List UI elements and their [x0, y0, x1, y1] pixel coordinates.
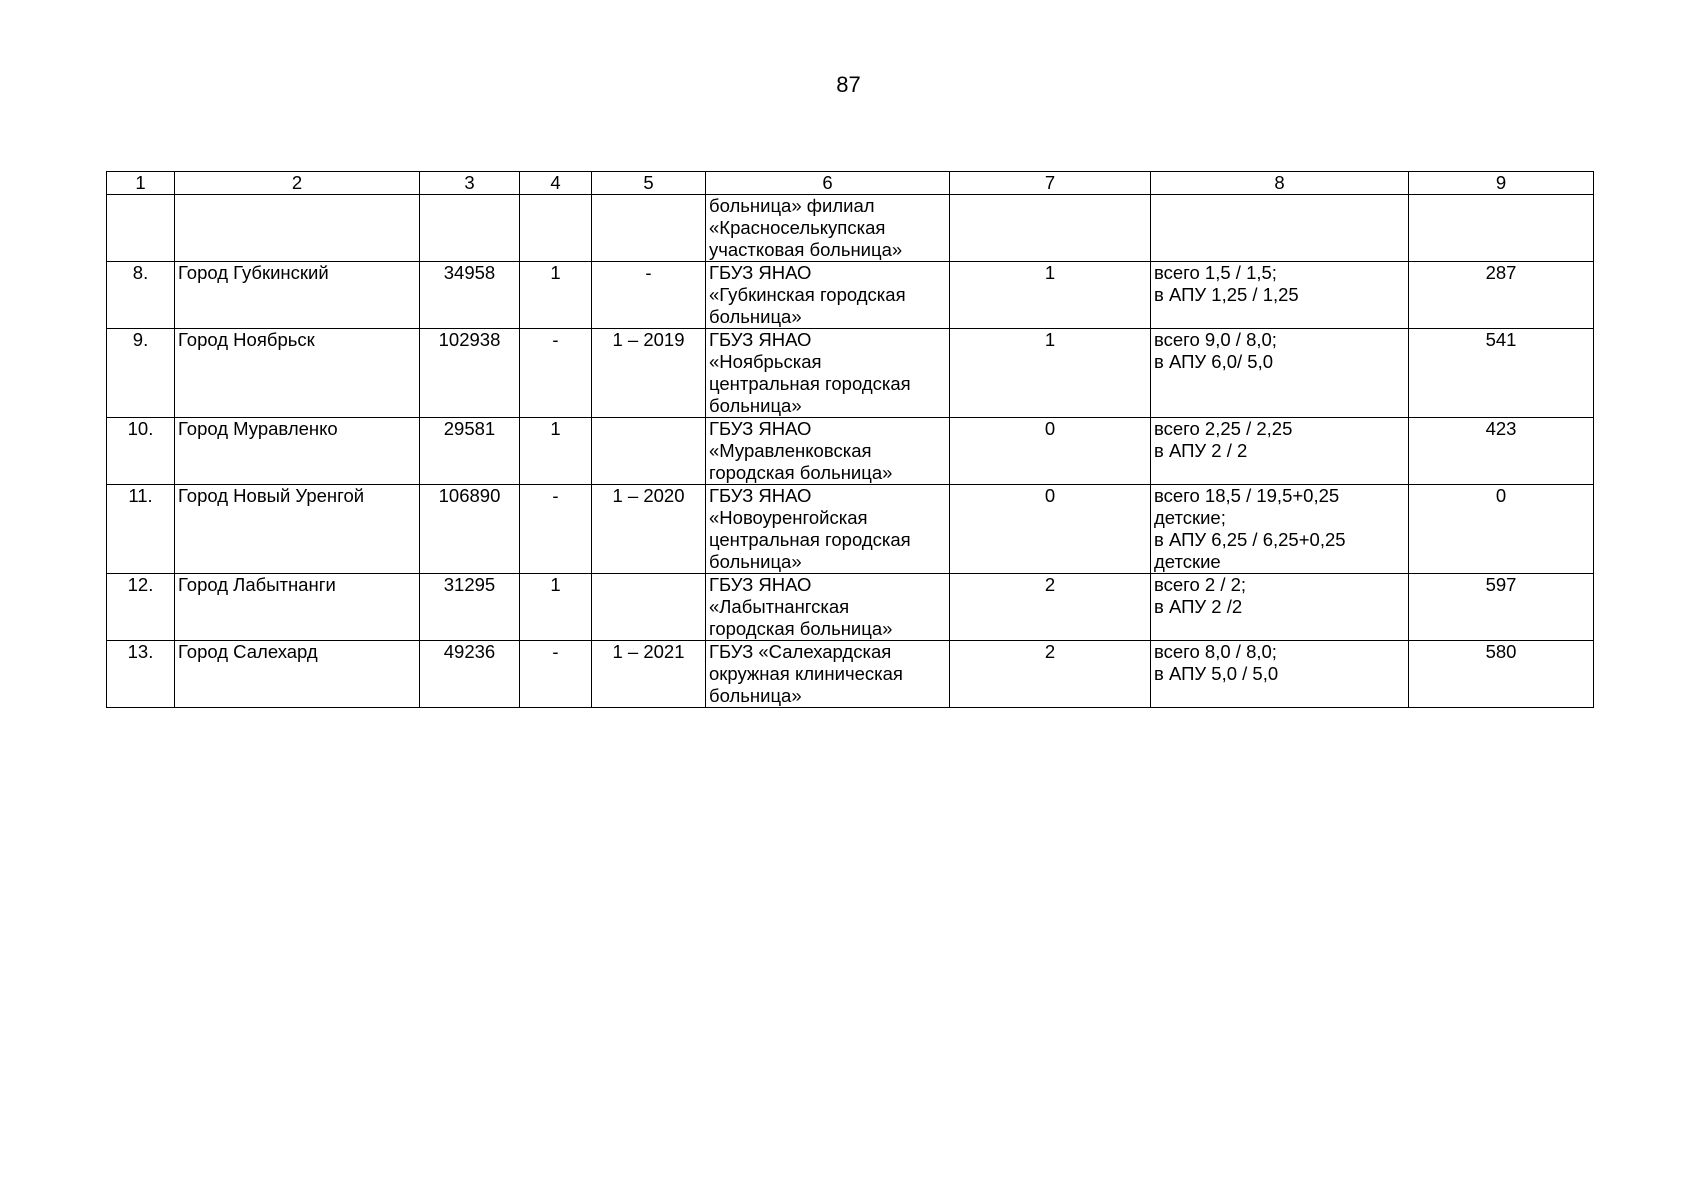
table-row — [107, 262, 1594, 329]
organization-cell — [706, 262, 950, 329]
column-header: 5 — [592, 172, 706, 195]
population-cell: 34958 — [420, 262, 520, 329]
column-7-cell: 2 — [950, 641, 1151, 708]
column-9-cell: 541 — [1409, 329, 1594, 418]
column-7-cell: 0 — [950, 418, 1151, 485]
table-row — [107, 329, 1594, 418]
column-header: 7 — [950, 172, 1151, 195]
organization-line: городская больница» — [709, 618, 893, 639]
population-cell: 29581 — [420, 418, 520, 485]
staff-line: в АПУ 6,25 / 6,25+0,25 — [1154, 529, 1346, 550]
staff-cell — [1151, 195, 1409, 262]
staff-cell — [1151, 262, 1409, 329]
organization-line: «Красноселькупская — [709, 217, 886, 238]
organization-line: «Ноябрьская — [709, 351, 822, 372]
staff-cell — [1151, 485, 1409, 574]
column-4-cell: 1 — [520, 262, 592, 329]
table-row — [107, 485, 1594, 574]
organization-line: больница» — [709, 395, 802, 416]
column-7-cell: 0 — [950, 485, 1151, 574]
column-header: 8 — [1151, 172, 1409, 195]
organization-line: городская больница» — [709, 462, 893, 483]
column-9-cell — [1409, 195, 1594, 262]
organization-cell — [706, 329, 950, 418]
column-9-cell: 597 — [1409, 574, 1594, 641]
column-4-cell: - — [520, 329, 592, 418]
row-number-cell: 8. — [107, 262, 175, 329]
column-5-cell — [592, 574, 706, 641]
column-5-cell — [592, 195, 706, 262]
organization-line: центральная городская — [709, 373, 911, 394]
column-9-cell: 423 — [1409, 418, 1594, 485]
staff-line: в АПУ 1,25 / 1,25 — [1154, 284, 1299, 305]
municipality-cell: Город Салехард — [175, 641, 420, 708]
municipality-cell — [175, 195, 420, 262]
staff-line: всего 8,0 / 8,0; — [1154, 641, 1277, 662]
municipality-cell: Город Губкинский — [175, 262, 420, 329]
organization-line: ГБУЗ ЯНАО — [709, 329, 812, 350]
organization-line: ГБУЗ ЯНАО — [709, 574, 812, 595]
column-7-cell — [950, 195, 1151, 262]
staff-cell — [1151, 574, 1409, 641]
column-4-cell — [520, 195, 592, 262]
population-cell: 31295 — [420, 574, 520, 641]
row-number-cell: 13. — [107, 641, 175, 708]
table-header-row — [107, 172, 1594, 195]
column-7-cell: 1 — [950, 262, 1151, 329]
staff-line: всего 2 / 2; — [1154, 574, 1247, 595]
row-number-cell: 11. — [107, 485, 175, 574]
row-number-cell: 9. — [107, 329, 175, 418]
organization-line: центральная городская — [709, 529, 911, 550]
organization-line: больница» — [709, 306, 802, 327]
table-body — [107, 195, 1594, 708]
organization-cell — [706, 485, 950, 574]
staff-line: детские — [1154, 551, 1221, 572]
organization-line: ГБУЗ «Салехардская — [709, 641, 892, 662]
municipality-cell: Город Новый Уренгой — [175, 485, 420, 574]
organization-line: участковая больница» — [709, 239, 903, 260]
organization-cell — [706, 418, 950, 485]
table-row — [107, 195, 1594, 262]
population-cell: 102938 — [420, 329, 520, 418]
organization-line: «Губкинская городская — [709, 284, 906, 305]
column-4-cell: - — [520, 485, 592, 574]
organization-line: окружная клиническая — [709, 663, 903, 684]
column-header: 3 — [420, 172, 520, 195]
column-5-cell: - — [592, 262, 706, 329]
column-header: 4 — [520, 172, 592, 195]
column-5-cell: 1 – 2020 — [592, 485, 706, 574]
staff-line: в АПУ 2 / 2 — [1154, 440, 1248, 461]
municipality-cell: Город Ноябрьск — [175, 329, 420, 418]
staff-line: всего 9,0 / 8,0; — [1154, 329, 1277, 350]
population-cell: 106890 — [420, 485, 520, 574]
population-cell — [420, 195, 520, 262]
row-number-cell — [107, 195, 175, 262]
staff-line: всего 1,5 / 1,5; — [1154, 262, 1277, 283]
organization-line: «Новоуренгойская — [709, 507, 868, 528]
table-row — [107, 574, 1594, 641]
column-9-cell: 0 — [1409, 485, 1594, 574]
column-header: 1 — [107, 172, 175, 195]
organization-line: ГБУЗ ЯНАО — [709, 485, 812, 506]
organization-line: больница» филиал — [709, 195, 875, 216]
page-number: 87 — [836, 72, 861, 97]
column-header: 6 — [706, 172, 950, 195]
column-9-cell: 580 — [1409, 641, 1594, 708]
row-number-cell: 10. — [107, 418, 175, 485]
column-5-cell: 1 – 2021 — [592, 641, 706, 708]
column-4-cell: 1 — [520, 574, 592, 641]
staff-cell — [1151, 329, 1409, 418]
staff-cell — [1151, 418, 1409, 485]
staff-line: в АПУ 6,0/ 5,0 — [1154, 351, 1274, 372]
staff-line: детские; — [1154, 507, 1226, 528]
population-cell: 49236 — [420, 641, 520, 708]
organization-line: «Лабытнангская — [709, 596, 850, 617]
organization-cell — [706, 195, 950, 262]
column-9-cell: 287 — [1409, 262, 1594, 329]
organization-line: ГБУЗ ЯНАО — [709, 262, 812, 283]
organization-line: ГБУЗ ЯНАО — [709, 418, 812, 439]
organization-line: «Муравленковская — [709, 440, 872, 461]
column-7-cell: 2 — [950, 574, 1151, 641]
staff-line: всего 18,5 / 19,5+0,25 — [1154, 485, 1340, 506]
organization-cell — [706, 574, 950, 641]
staff-line: всего 2,25 / 2,25 — [1154, 418, 1293, 439]
table-row — [107, 641, 1594, 708]
table-row — [107, 418, 1594, 485]
municipality-cell: Город Муравленко — [175, 418, 420, 485]
organization-line: больница» — [709, 685, 802, 706]
column-header: 9 — [1409, 172, 1594, 195]
municipality-cell: Город Лабытнанги — [175, 574, 420, 641]
row-number-cell: 12. — [107, 574, 175, 641]
organization-cell — [706, 641, 950, 708]
organization-line: больница» — [709, 551, 802, 572]
staff-cell — [1151, 641, 1409, 708]
column-header: 2 — [175, 172, 420, 195]
column-5-cell: 1 – 2019 — [592, 329, 706, 418]
staff-line: в АПУ 5,0 / 5,0 — [1154, 663, 1279, 684]
column-7-cell: 1 — [950, 329, 1151, 418]
column-4-cell: 1 — [520, 418, 592, 485]
column-5-cell — [592, 418, 706, 485]
column-4-cell: - — [520, 641, 592, 708]
data-table — [106, 171, 1594, 708]
staff-line: в АПУ 2 /2 — [1154, 596, 1243, 617]
